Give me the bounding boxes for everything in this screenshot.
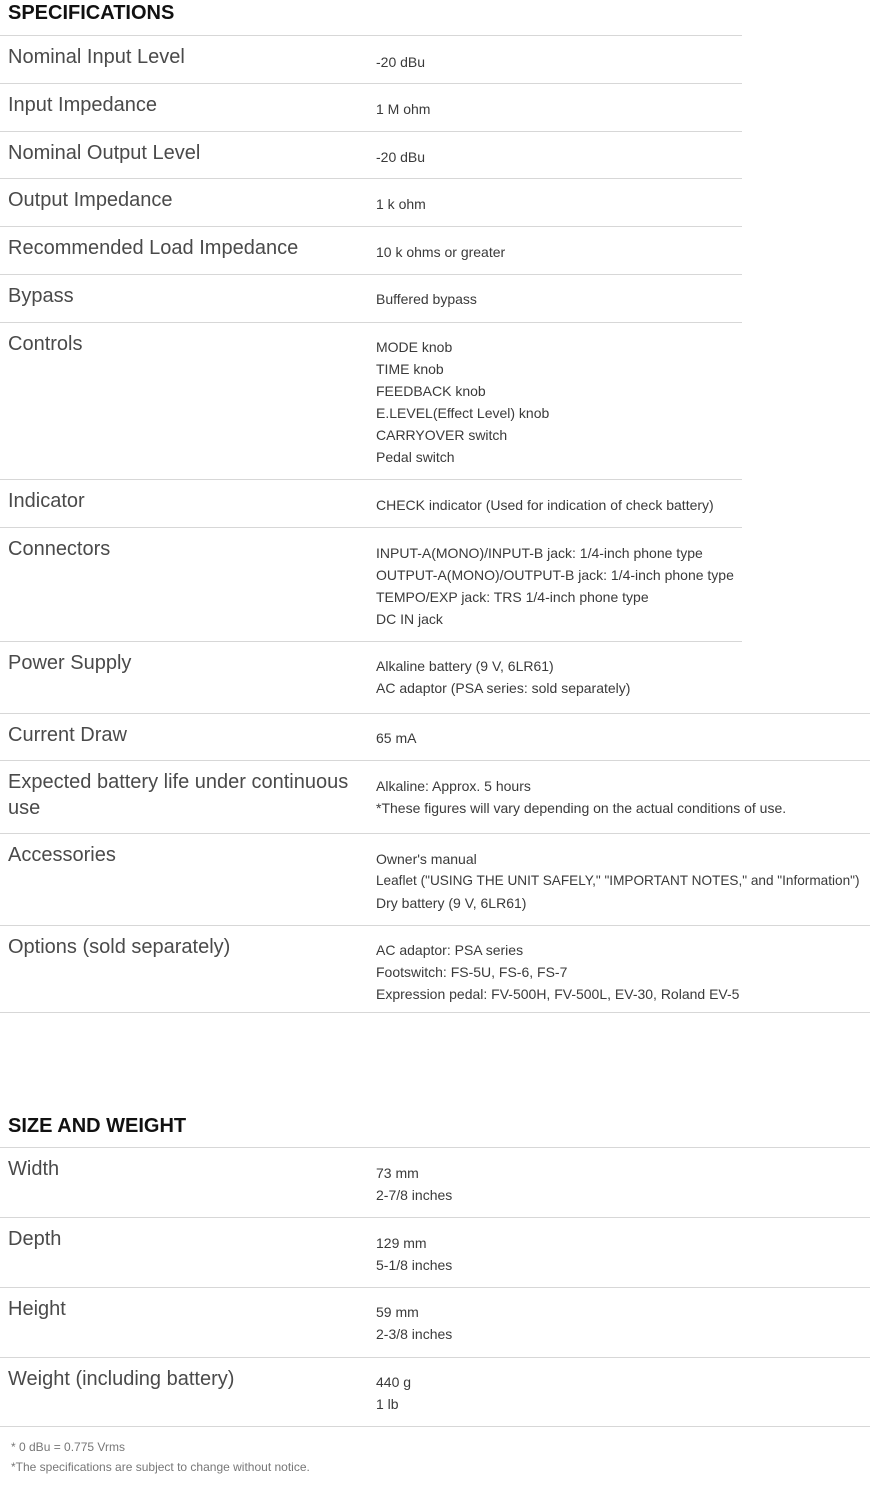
size-value: 440 g 1 lb bbox=[376, 1374, 412, 1412]
size-label: Depth bbox=[8, 1228, 62, 1250]
footnote-dbu: * 0 dBu = 0.775 Vrms bbox=[11, 1440, 125, 1454]
spec-row-controls bbox=[0, 322, 742, 480]
spec-value: -20 dBu bbox=[376, 149, 426, 165]
spec-row-power-supply bbox=[0, 641, 742, 714]
size-value: 73 mm 2-7/8 inches bbox=[376, 1165, 453, 1203]
spec-label: Accessories bbox=[8, 844, 116, 866]
spec-row-nominal-output-level bbox=[0, 131, 742, 179]
size-and-weight-title: SIZE AND WEIGHT bbox=[8, 1115, 187, 1137]
spec-label: Nominal Input Level bbox=[8, 46, 185, 68]
spec-row-expected-battery-life bbox=[0, 760, 870, 834]
spec-value: Alkaline battery (9 V, 6LR61) AC adaptor (PSA series: sold separately) bbox=[376, 658, 631, 696]
spec-row-indicator bbox=[0, 479, 742, 528]
size-label: Weight (including battery) bbox=[8, 1368, 235, 1390]
size-value: 129 mm 5-1/8 inches bbox=[376, 1235, 453, 1273]
spec-label: Nominal Output Level bbox=[8, 142, 201, 164]
spec-label: Connectors bbox=[8, 538, 111, 560]
footnote-specs-change: *The specifications are subject to change without notice. bbox=[11, 1460, 310, 1474]
size-row-width bbox=[0, 1147, 870, 1218]
spec-value: CHECK indicator (Used for indication of check battery) bbox=[376, 497, 714, 513]
spec-label: Expected battery life under continuous use bbox=[8, 771, 349, 819]
spec-label: Current Draw bbox=[8, 724, 127, 746]
spec-row-output-impedance bbox=[0, 178, 742, 227]
spec-value: MODE knob TIME knob FEEDBACK knob E.LEVEL(Effect Level) knob CARRYOVER switch Pedal switch bbox=[376, 339, 550, 465]
spec-value: 1 k ohm bbox=[376, 196, 426, 212]
spec-value: Buffered bypass bbox=[376, 291, 477, 307]
spec-value: 10 k ohms or greater bbox=[376, 244, 506, 260]
size-label: Width bbox=[8, 1158, 60, 1180]
spec-value: Owner's manual Leaflet ("USING THE UNIT SAFELY," "IMPORTANT NOTES," and "Information") Dry battery (9 V, 6LR61) bbox=[376, 851, 860, 911]
spec-label: Input Impedance bbox=[8, 94, 157, 116]
spec-label: Power Supply bbox=[8, 652, 132, 674]
spec-value: -20 dBu bbox=[376, 54, 426, 70]
spec-label: Output Impedance bbox=[8, 189, 173, 211]
size-value: 59 mm 2-3/8 inches bbox=[376, 1304, 453, 1342]
spec-value: INPUT-A(MONO)/INPUT-B jack: 1/4-inch phone type OUTPUT-A(MONO)/OUTPUT-B jack: 1/4-inch phone type TEMPO/EXP jack: TRS 1/4-inch phone type DC IN jack bbox=[376, 545, 734, 627]
spec-label: Bypass bbox=[8, 285, 74, 307]
spec-value: AC adaptor: PSA series Footswitch: FS-5U, FS-6, FS-7 Expression pedal: FV-500H, FV-500L, EV-30, Roland EV-5 bbox=[376, 942, 740, 1002]
spec-label: Controls bbox=[8, 333, 83, 355]
size-row-height bbox=[0, 1287, 870, 1358]
spec-label: Recommended Load Impedance bbox=[8, 237, 299, 259]
spec-row-connectors bbox=[0, 527, 742, 642]
spec-row-nominal-input-level bbox=[0, 35, 742, 84]
size-row-depth bbox=[0, 1217, 870, 1288]
size-label: Height bbox=[8, 1298, 66, 1320]
spec-row-accessories bbox=[0, 833, 870, 926]
spec-label: Options (sold separately) bbox=[8, 936, 231, 958]
spec-row-input-impedance bbox=[0, 83, 742, 132]
spec-row-current-draw bbox=[0, 713, 870, 761]
spec-value: 65 mA bbox=[376, 730, 417, 746]
divider bbox=[0, 1012, 870, 1013]
footnotes bbox=[11, 1437, 310, 1477]
spec-value: 1 M ohm bbox=[376, 101, 431, 117]
spec-row-options bbox=[0, 925, 870, 1013]
spec-row-recommended-load-impedance bbox=[0, 226, 742, 275]
divider bbox=[0, 1426, 870, 1427]
spec-value: Alkaline: Approx. 5 hours *These figures will vary depending on the actual conditions of use. bbox=[376, 778, 787, 816]
spec-label: Indicator bbox=[8, 490, 85, 512]
size-row-weight bbox=[0, 1357, 870, 1427]
spec-row-bypass bbox=[0, 274, 742, 323]
specifications-title: SPECIFICATIONS bbox=[8, 2, 175, 24]
